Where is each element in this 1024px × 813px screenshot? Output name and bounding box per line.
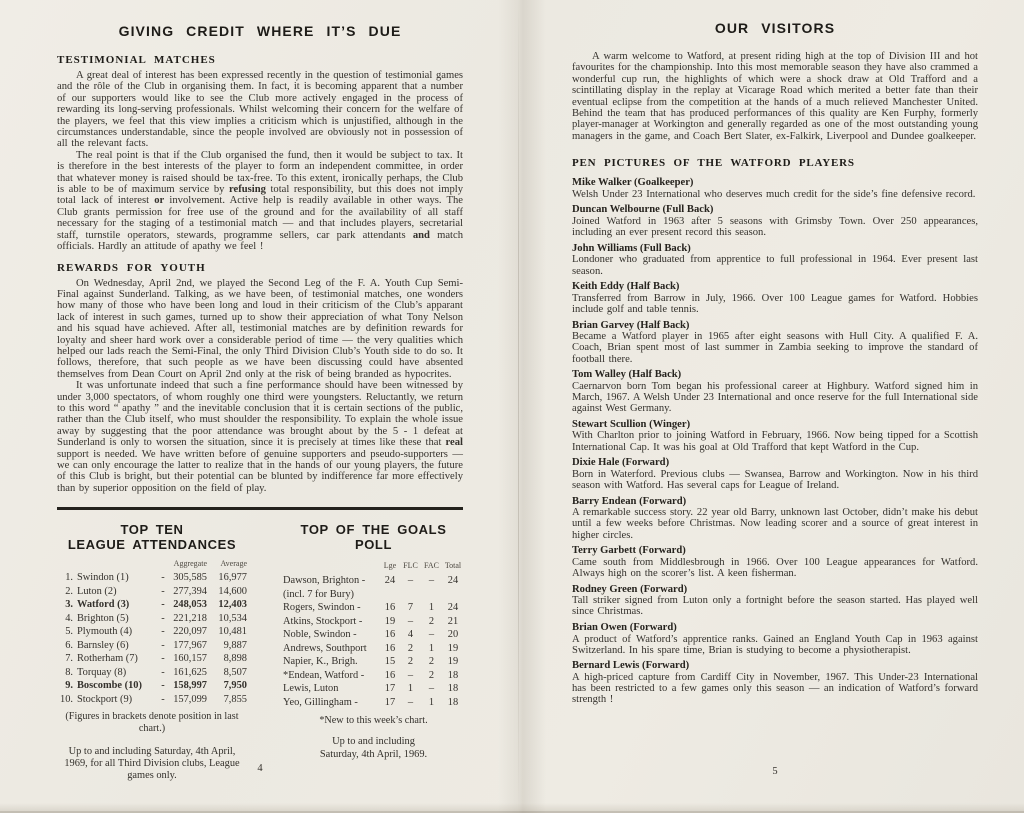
player-description: Became a Watford player in 1965 after eight seasons with Hull City. A qualified F. A. Coach, Brian spent most of last summer in Zambia seeking to improve the standard of football there. [572, 331, 978, 365]
visitors-intro-paragraph: A warm welcome to Watford, at present riding high at the top of Division III and hot favourites for the championship. Into this most memorable season they have also crammed a wonderful cup run, the highlights of which were a shock draw at Old Trafford and a scintillating display in the replay at Vicarage Road which merited a better fate than their eventual eclipse from the competition at the hands of a much relieved Manchester United. Behind the team that has produced performances of this quality are Ken Furphy, formerly player-manager at Workington and generally regarded as one of the most outstanding young managers in the game, and Coach Bert Slater, ex-Falkirk, Liverpool and Dundee goalkeeper. [572, 51, 978, 142]
goals-poll-footer: Up to and including Saturday, 4th April, 1969. [319, 736, 428, 760]
player-entry [572, 496, 978, 541]
player-name: Keith Eddy (Half Back) [572, 281, 680, 293]
column-header-fac: FAC [424, 561, 439, 571]
table-row: 10. Stockport (9) - 157,099 7,855 [60, 693, 247, 705]
paragraph: A great deal of interest has been expressed recently in the question of testimonial games and the rôle of the Club in organising them. In fact, it is becoming apparent that a number of our supporters would like to see the Club more actively engaged in the process of rewarding its long-serving professionals. Whilst welcoming their concern for the welfare of the players, we feel that this view implies a criticism which is unjustified, although in the circumstances understandable, since the people involved are obviously not in possession of all the relevant facts. [57, 70, 464, 150]
player-entry [572, 545, 978, 579]
table-row: Lewis, Luton 17 1 – 18 [283, 683, 459, 695]
player-description: Welsh Under 23 International who deserves much credit for the side’s fine defensive record. [572, 188, 976, 200]
goals-poll-rows [283, 574, 464, 709]
section-heading: TESTIMONIAL MATCHES [57, 54, 216, 66]
table-row: 6. Barnsley (6) - 177,967 9,887 [65, 639, 247, 651]
goals-poll-title: TOP OF THE GOALS POLL [300, 522, 447, 553]
player-position: (Forward) [622, 457, 670, 469]
player-description: Londoner who graduated from apprentice to full professional in 1964. Ever present last season. [572, 254, 978, 277]
player-entry [572, 622, 978, 656]
table-row: Rogers, Swindon - 16 7 1 24 [283, 602, 459, 614]
player-name: John Williams (Full Back) [572, 242, 691, 254]
table-row: Noble, Swindon - 16 4 – 20 [283, 629, 459, 641]
player-name: Brian Owen (Forward) [572, 621, 677, 633]
table-row: 1. Swindon (1) - 305,585 16,977 [65, 572, 247, 584]
league-attendances-table [57, 520, 247, 783]
column-header-lge: Lge [383, 561, 397, 571]
player-description: Born in Waterford. Previous clubs — Swansea, Barrow and Workington. Now in his third season with Watford. Has several caps for League of Ireland. [572, 468, 978, 491]
player-entry [572, 584, 978, 618]
player-position: (Goalkeeper) [634, 177, 694, 189]
right-page [572, 17, 978, 803]
attendances-footer: Up to and including Saturday, 4th April, 1969, for all Third Division clubs, League games only. [64, 745, 240, 782]
player-entry [572, 457, 978, 491]
goals-poll-table [283, 520, 464, 783]
divider-rule [57, 507, 463, 510]
paragraph: On Wednesday, April 2nd, we played the Second Leg of the F. A. Youth Cup Semi-Final against Sunderland. Talking, as we have been, of testimonial matches, one wonders how many of those who have been long and loud in their criticism of the Club’s apparant lack of interest in such games, turned up to show their appreciation of what Tony Nelson and his squad have achieved. After all, testimonial matches are by definition rewards for loyalty and sheer hard work over a considerable period of time — the very qualities which helped our lads reach the Semi-Final, the only Third Division Club’s Youth side to do so. It follows, therefore, that such people as we have been discussing could have absented themselves from Dean Court on April 2nd only at the risk of being branded as hypocrites. [57, 277, 463, 380]
player-name: Dixie Hale (Forward) [572, 457, 670, 469]
player-description: Came south from Middlesbrough in 1966. Over 100 League appearances for Watford. Always high on the scorer’s list. A keen fisherman. [572, 556, 978, 579]
player-description: Caernarvon born Tom began his professional career at Highbury. Watford signed him in March, 1967. A Welsh Under 23 International and once reserve for the full International side against West Germany. [572, 380, 978, 415]
player-description: A high-priced capture from Cardiff City in November, 1967. This Under-23 International has been restricted to a few games only this season — an indication of Watford’s forward strength ! [572, 671, 978, 706]
player-position: (Half Back) [628, 369, 682, 381]
player-position: (Winger) [649, 418, 691, 430]
page-fold-crease [518, 0, 519, 813]
player-position: (Forward) [640, 583, 688, 595]
player-name: Mike Walker (Goalkeeper) [572, 177, 694, 189]
column-header-total: Total [444, 561, 462, 571]
player-entry [572, 204, 978, 238]
player-position: (Half Back) [636, 319, 690, 331]
player-entry [572, 660, 978, 705]
table-row: 9. Boscombe (10) - 158,997 7,950 [65, 680, 247, 692]
player-position: (Forward) [638, 545, 686, 557]
table-row: 2. Luton (2) - 277,394 14,600 [65, 585, 247, 597]
pen-pictures-heading: PEN PICTURES OF THE WATFORD PLAYERS [572, 157, 855, 170]
player-position: (Forward) [629, 621, 677, 633]
left-page [57, 20, 463, 800]
column-header-flc: FLC [403, 561, 418, 571]
table-row: *Endean, Watford - 16 – 2 18 [283, 669, 459, 681]
player-entry [572, 243, 978, 277]
player-pen-pictures [572, 177, 978, 705]
paragraph: The real point is that if the Club organised the fund, then it would be subject to tax. It is therefore in the best interests of the player to form an independent committee, in order that whatever money is raised should be tax-free. To this extent, ironically perhaps, the Club is able to be of maximum service by refusing total responsibility, but this does not imply total lack of interest or involvement. Active help is readily available in other ways. The Club grants permission for free use of the ground and for the availability of all staff necessary for the staging of a testimonial match — and that includes players, secretarial staff, turnstile operators, stewards, programme sellers, car park attendants and match officials. Hardly an attitude of apathy we feel ! [57, 149, 464, 253]
player-entry [572, 281, 978, 315]
paragraph: It was unfortunate indeed that such a fine performance should have been witnessed by under 3,000 spectators, of whom roughly one third were youngsters. Reluctantly, we return to this word “ apathy ” and the inevitable conclusion that it is certain sections of the public, rather than the Club itself, who must shoulder the responsibility. To explain the whole issue away by suggesting that the poor attendance was brought about by the 5 - 1 defeat at Sunderland is only to worsen the situation, since it is precisely at times like these that real support is needed. We have written before of genuine supporters and pseudo-supporters — we can only encourage the latter to realize that in the hands of our young players, the future of this Club is bright, but their potential can be blunted by indifference far more effectively than by superior opposition on the field of play. [57, 380, 463, 494]
player-name: Duncan Welbourne (Full Back) [572, 204, 714, 216]
attendances-rows [57, 571, 247, 706]
table-row: 5. Plymouth (4) - 220,097 10,481 [65, 626, 247, 638]
goals-poll-column-headers [283, 561, 464, 571]
table-row: Andrews, Southport 16 2 1 19 [283, 642, 459, 654]
table-row: 3. Watford (3) - 248,053 12,403 [65, 599, 247, 611]
table-row: Yeo, Gillingham - 17 – 1 18 [283, 696, 459, 708]
table-row: 8. Torquay (8) - 161,625 8,507 [65, 666, 247, 678]
attendances-title: TOP TEN LEAGUE ATTENDANCES [67, 522, 237, 553]
left-page-title: GIVING CREDIT WHERE IT’S DUE [118, 23, 402, 39]
player-entry [572, 177, 978, 200]
player-description: Joined Watford in 1963 after 5 seasons with Grimsby Town. Over 250 appearances, including an ever present record this season. [572, 216, 978, 239]
player-entry [572, 419, 978, 453]
table-row: 7. Rotherham (7) - 160,157 8,898 [65, 653, 247, 665]
section-testimonial-matches [57, 54, 463, 253]
player-position: (Half Back) [626, 281, 680, 293]
table-row: Dawson, Brighton - (incl. 7 for Bury) 24 – – 24 [283, 575, 459, 600]
player-position: (Full Back) [639, 242, 691, 254]
table-row: Napier, K., Brigh. 15 2 2 19 [283, 656, 459, 668]
statistics-tables [57, 520, 463, 783]
player-position: (Forward) [642, 660, 690, 672]
player-name: Bernard Lewis (Forward) [572, 660, 690, 672]
column-header-aggregate: Aggregate [173, 559, 207, 569]
player-entry [572, 320, 978, 365]
player-name: Rodney Green (Forward) [572, 583, 688, 595]
player-name: Terry Garbett (Forward) [572, 545, 686, 557]
player-description: A product of Watford’s apprentice ranks. Gained an England Youth Cap in 1963 against Switzerland. In his spare time, Brian is studying to become a physiotherapist. [572, 633, 978, 656]
goals-poll-star-note: *New to this week’s chart. [319, 715, 428, 727]
scan-bottom-edge [0, 803, 1024, 813]
table-row: Atkins, Stockport - 19 – 2 21 [283, 615, 459, 627]
player-description: Tall striker signed from Luton only a fortnight before the season started. Has played well since Christmas. [572, 595, 978, 618]
player-name: Barry Endean (Forward) [572, 495, 687, 507]
player-description: A remarkable success story. 22 year old Barry, unknown last October, didn’t make his debut until a few weeks before Christmas. Now leading scorer and a source of great interest in higher circles. [572, 507, 978, 541]
section-heading: REWARDS FOR YOUTH [57, 261, 206, 274]
column-header-average: Average [220, 559, 247, 569]
page-number-left: 4 [257, 763, 263, 774]
player-description: With Charlton prior to joining Watford in February, 1966. Now being tipped for a Scottish International Cap. It was his goal at Old Trafford that kept Watford in the Cup. [572, 430, 978, 453]
player-name: Stewart Scullion (Winger) [572, 418, 691, 430]
player-position: (Full Back) [662, 204, 714, 216]
section-rewards-for-youth [57, 262, 463, 495]
player-entry [572, 369, 978, 414]
table-row: 4. Brighton (5) - 221,218 10,534 [65, 612, 247, 624]
player-name: Tom Walley (Half Back) [572, 369, 682, 381]
page-number-right: 5 [772, 766, 778, 777]
player-description: Transferred from Barrow in July, 1966. Over 100 League games for Watford. Hobbies include golf and table tennis. [572, 292, 978, 316]
player-position: (Forward) [639, 495, 687, 507]
page-gutter-shadow [498, 0, 546, 813]
attendances-note: (Figures in brackets denote position in last chart.) [65, 711, 239, 735]
player-name: Brian Garvey (Half Back) [572, 319, 690, 331]
attendances-column-headers [57, 559, 247, 569]
right-page-title: OUR VISITORS [714, 20, 836, 36]
